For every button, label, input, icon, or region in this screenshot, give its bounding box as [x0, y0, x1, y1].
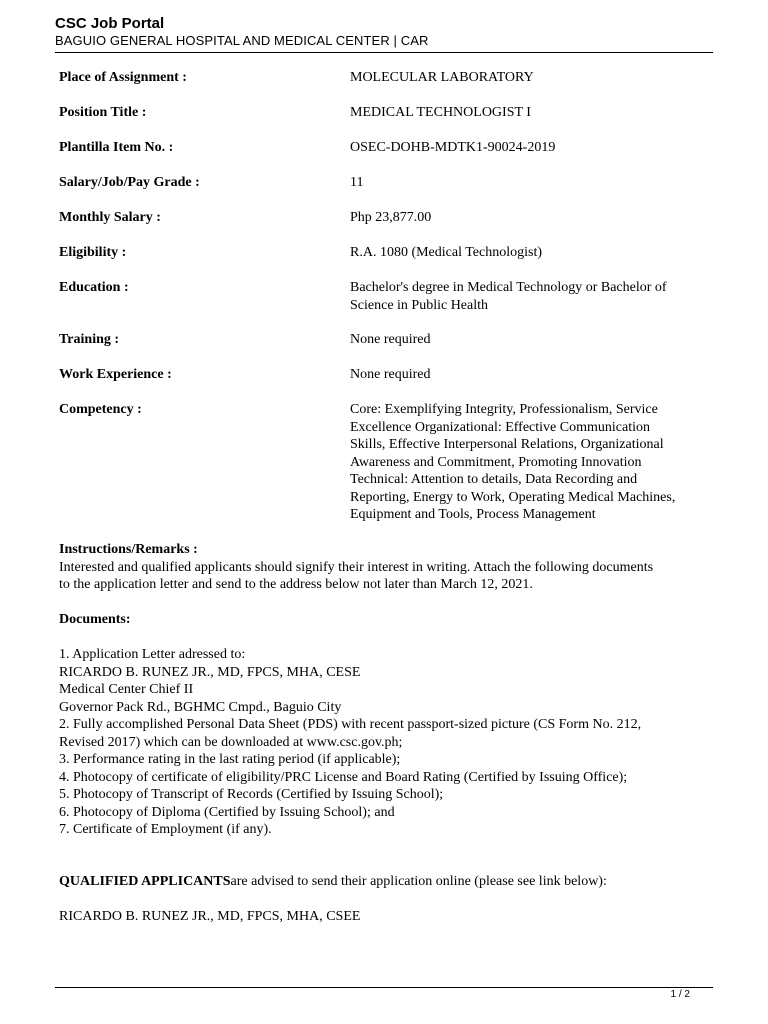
documents-line: 1. Application Letter adressed to:	[59, 647, 246, 662]
documents-line: Revised 2017) which can be downloaded at www.csc.gov.ph;	[59, 734, 403, 750]
instructions-line: to the application letter and send to the address below not later than March 12, 2021.	[59, 577, 533, 592]
qualified-applicants-label: QUALIFIED APPLICANTS	[59, 874, 231, 889]
documents-line: Governor Pack Rd., BGHMC Cmpd., Baguio City	[59, 699, 342, 715]
qualified-applicants-text: are advised to send their application online (please see link below):	[230, 874, 607, 889]
documents-line: 5. Photocopy of Transcript of Records (Certified by Issuing School);	[59, 787, 444, 802]
instructions-section	[59, 541, 709, 594]
documents-heading: Documents:	[59, 612, 131, 627]
field-value: Php 23,877.00	[350, 210, 432, 225]
qualified-applicants-note	[59, 873, 709, 891]
field-value: R.A. 1080 (Medical Technologist)	[350, 245, 543, 260]
documents-line: RICARDO B. RUNEZ JR., MD, FPCS, MHA, CESE	[59, 664, 361, 680]
competency-line: Core: Exemplifying Integrity, Professionalism, Service	[350, 402, 658, 417]
field-value: None required	[350, 332, 431, 347]
documents-line: 3. Performance rating in the last rating period (if applicable);	[59, 752, 401, 767]
competency-line: Awareness and Commitment, Promoting Innovation	[350, 454, 642, 470]
competency-line: Equipment and Tools, Process Management	[350, 507, 596, 522]
field-value	[350, 401, 702, 524]
field-label: Salary/Job/Pay Grade :	[59, 175, 200, 190]
field-label: Competency :	[59, 402, 142, 417]
field-value: OSEC-DOHB-MDTK1-90024-2019	[350, 140, 556, 155]
field-label: Training :	[59, 332, 120, 347]
competency-line: Reporting, Energy to Work, Operating Medical Machines,	[350, 489, 676, 505]
field-value: 11	[350, 175, 364, 190]
field-value: None required	[350, 367, 431, 382]
signatory-name: RICARDO B. RUNEZ JR., MD, FPCS, MHA, CSEE	[59, 909, 361, 924]
field-value: MOLECULAR LABORATORY	[350, 70, 534, 85]
field-label: Eligibility :	[59, 245, 127, 260]
competency-line: Skills, Effective Interpersonal Relations, Organizational	[350, 437, 664, 452]
documents-line: 7. Certificate of Employment (if any).	[59, 822, 272, 837]
field-value: MEDICAL TECHNOLOGIST I	[350, 105, 531, 120]
agency-subtitle: BAGUIO GENERAL HOSPITAL AND MEDICAL CENTER | CAR	[55, 33, 429, 48]
instructions-line: Interested and qualified applicants should signify their interest in writing. Attach the following documents	[59, 559, 654, 575]
instructions-heading: Instructions/Remarks :	[59, 542, 198, 557]
page-header	[55, 14, 713, 49]
field-value: Bachelor's degree in Medical Technology or Bachelor of Science in Public Health	[350, 280, 667, 313]
field-label: Place of Assignment :	[59, 70, 187, 85]
field-label: Monthly Salary :	[59, 210, 161, 225]
documents-line: 6. Photocopy of Diploma (Certified by Issuing School); and	[59, 804, 395, 820]
field-label: Education :	[59, 280, 129, 295]
documents-line: 4. Photocopy of certificate of eligibility/PRC License and Board Rating (Certified by Issuing Office);	[59, 769, 628, 785]
field-label: Work Experience :	[59, 367, 172, 382]
footer-divider	[55, 987, 713, 988]
competency-line: Technical: Attention to details, Data Recording and	[350, 472, 638, 487]
documents-line: Medical Center Chief II	[59, 682, 194, 697]
competency-line: Excellence Organizational: Effective Communication	[350, 419, 650, 435]
page-number: 1 / 2	[670, 989, 690, 1000]
portal-title: CSC Job Portal	[55, 15, 165, 32]
field-label: Plantilla Item No. :	[59, 140, 174, 155]
field-label: Position Title :	[59, 105, 147, 120]
documents-line: 2. Fully accomplished Personal Data Sheet (PDS) with recent passport-sized picture (CS Form No. 212,	[59, 717, 642, 732]
header-divider	[55, 52, 713, 53]
documents-section	[59, 611, 709, 839]
